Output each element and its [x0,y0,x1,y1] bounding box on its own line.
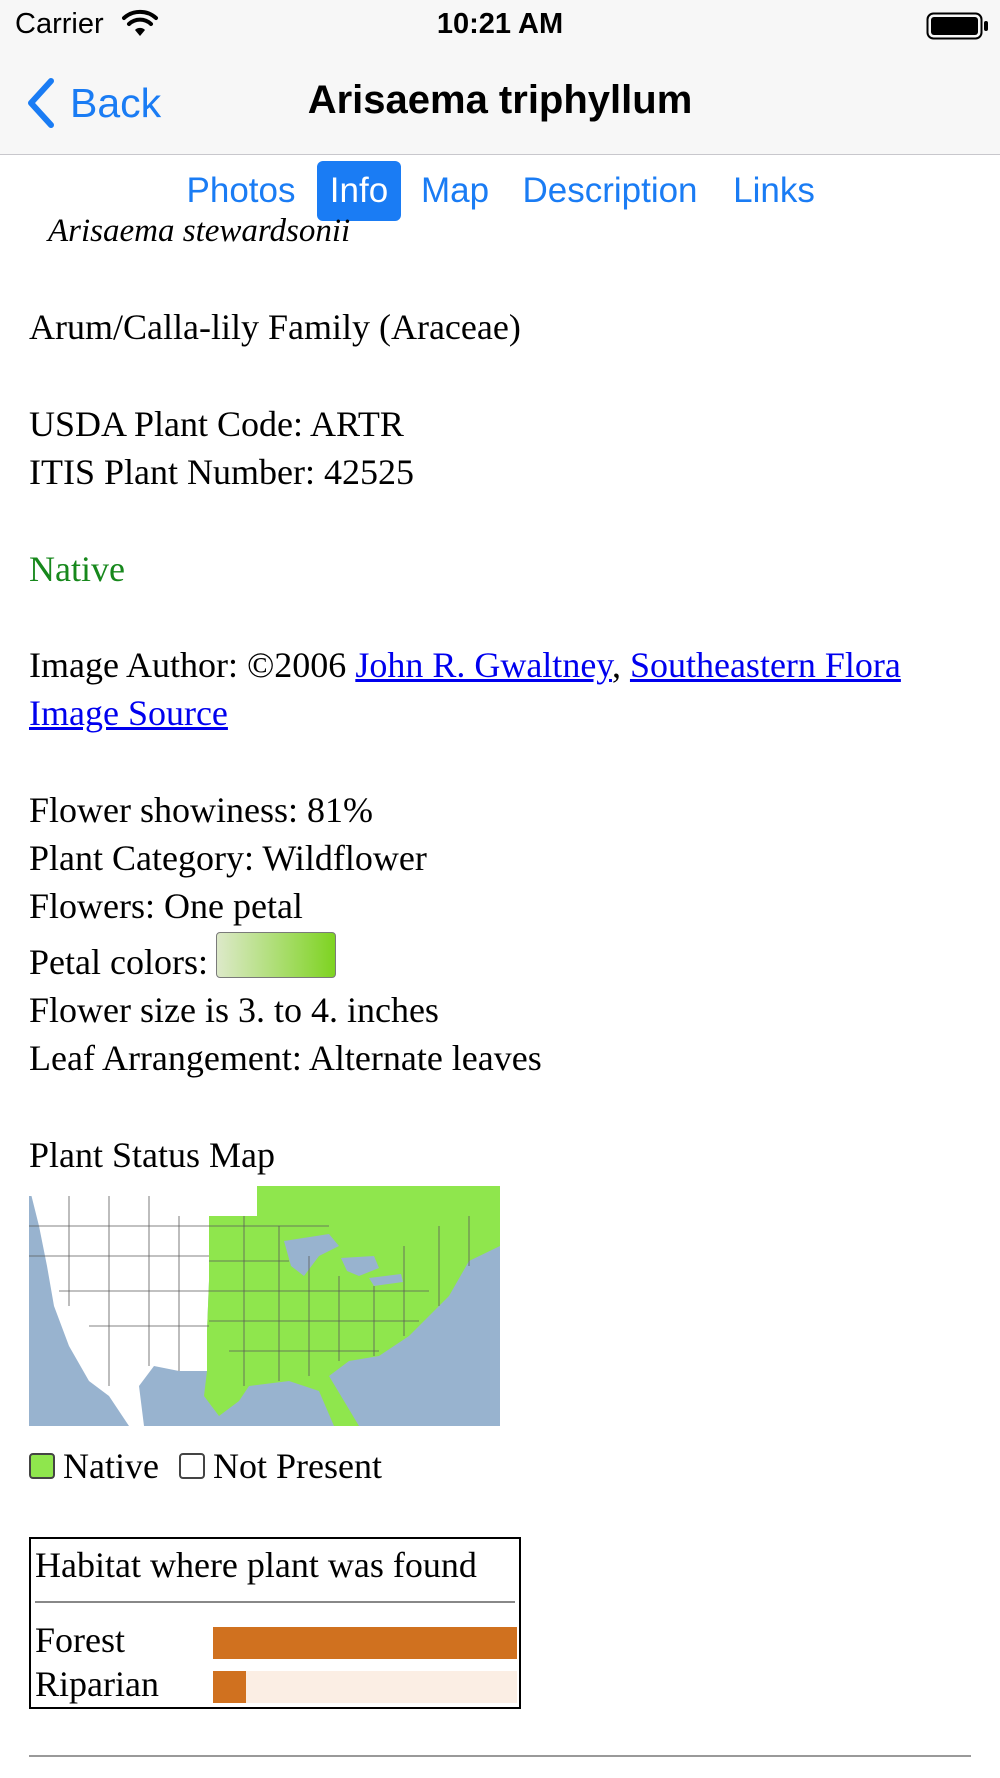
page-title: Arisaema triphyllum [307,78,693,122]
flowers-text: Flowers: One petal [29,886,303,926]
usda-code-text: USDA Plant Code: ARTR [29,404,404,444]
author-link[interactable]: John R. Gwaltney [355,645,612,685]
southeastern-flora-link[interactable]: Southeastern Flora [629,645,901,685]
status-bar [0,0,1000,50]
map-legend [29,1444,402,1488]
map-title: Plant Status Map [29,1135,276,1175]
tab-description[interactable]: Description [522,171,698,210]
itis-number-text: ITIS Plant Number: 42525 [29,452,414,492]
battery-icon [926,12,990,40]
author-separator: , [611,645,630,685]
image-source-line [29,691,228,735]
navigation-bar [0,50,1000,155]
image-author-prefix: Image Author: ©2006 [29,645,356,685]
habitat-label: Forest [35,1620,125,1660]
habitat-row-riparian [35,1663,515,1707]
legend-native-label: Native [63,1446,159,1486]
habitat-bar-track [213,1671,517,1703]
showiness-text: Flower showiness: 81% [29,790,373,830]
back-label: Back [70,79,162,126]
habitat-divider [35,1601,515,1603]
petal-colors-label: Petal colors: [29,942,208,982]
family-text: Arum/Calla-lily Family (Araceae) [29,307,521,347]
tab-info[interactable]: Info [317,161,401,221]
bottom-divider [29,1755,971,1757]
native-status: Native [29,549,125,589]
image-source-link[interactable]: Image Source [29,693,228,733]
leaf-arrangement-text: Leaf Arrangement: Alternate leaves [29,1038,542,1078]
image-author-line [29,643,901,687]
tab-links[interactable]: Links [733,171,815,210]
habitat-row-forest [35,1619,515,1663]
habitat-label: Riparian [35,1664,159,1704]
petal-color-swatch [216,932,336,978]
habitat-bar-track [213,1627,517,1659]
status-time: 10:21 AM [436,8,564,40]
habitat-box [29,1537,521,1709]
habitat-title: Habitat where plant was found [35,1545,477,1585]
flower-size-text: Flower size is 3. to 4. inches [29,990,439,1030]
habitat-bar-riparian [213,1671,246,1703]
tab-map[interactable]: Map [420,171,490,210]
petal-colors-line [29,932,336,984]
plant-status-map [29,1186,500,1426]
info-content [0,213,1000,1778]
legend-native-swatch [29,1453,55,1479]
legend-not-present-label: Not Present [212,1446,382,1486]
synonym-text: Arisaema stewardsonii [48,213,351,249]
synonym-clip [0,213,1000,249]
legend-not-present-swatch [179,1453,205,1479]
carrier-label: Carrier [15,8,104,40]
habitat-bar-forest [213,1627,517,1659]
tab-photos[interactable]: Photos [186,171,296,210]
category-text: Plant Category: Wildflower [29,838,427,878]
